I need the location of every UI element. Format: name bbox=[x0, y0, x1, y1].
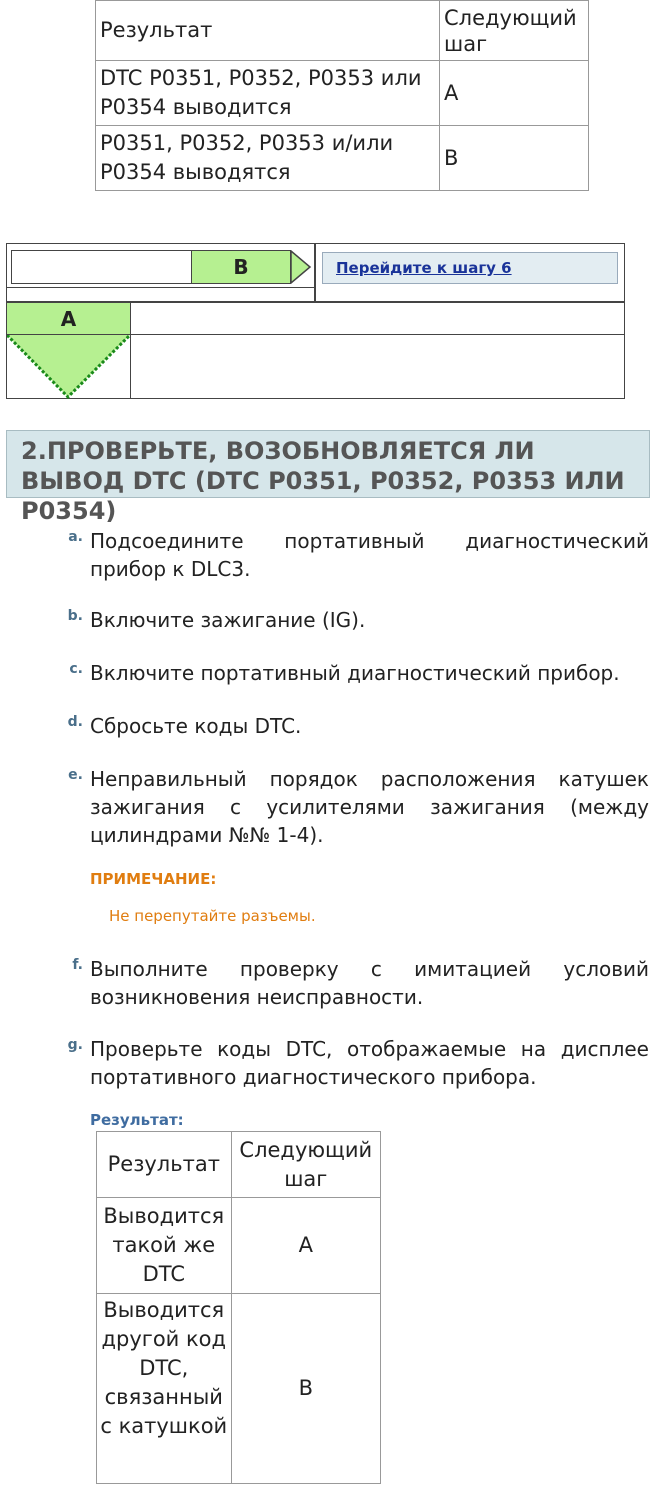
note-title: ПРИМЕЧАНИЕ: bbox=[90, 870, 217, 888]
note-text: Не перепутайте разъемы. bbox=[109, 907, 316, 925]
row-result: Выводится такой же DTC bbox=[97, 1198, 232, 1294]
flow-branch-a[interactable]: A bbox=[7, 303, 130, 335]
flow-branch-b[interactable]: B bbox=[191, 250, 291, 284]
list-item-label: d. bbox=[67, 714, 83, 730]
table-row bbox=[96, 126, 589, 191]
table-header-row bbox=[96, 1, 589, 61]
list-item-text: Подсоедините портативный диагностический прибор к DLC3. bbox=[90, 529, 649, 581]
flow-link-box bbox=[322, 252, 618, 284]
step-title: 2.ПРОВЕРЬТЕ, ВОЗОБНОВЛЯЕТСЯ ЛИ ВЫВОД DTC (DTC P0351, P0352, P0353 ИЛИ P0354) bbox=[6, 430, 650, 498]
list-item-label: f. bbox=[72, 957, 83, 973]
list-item-text: Включите портативный диагностический прибор. bbox=[90, 661, 620, 685]
header-next-step: Следующий шаг bbox=[231, 1132, 380, 1198]
goto-step-6-link[interactable]: Перейдите к шагу 6 bbox=[336, 259, 512, 277]
row-result: DTC P0351, P0352, P0353 или P0354 выводится bbox=[96, 61, 440, 126]
list-item-label: a. bbox=[68, 529, 83, 545]
flow-b-track bbox=[11, 250, 192, 284]
result-table-bottom bbox=[96, 1131, 381, 1484]
list-item-label: g. bbox=[67, 1037, 83, 1053]
result-label: Результат: bbox=[90, 1111, 184, 1129]
result-table-top bbox=[95, 0, 589, 191]
list-item-text: Выполните проверку с имитацией условий возникновения неисправности. bbox=[90, 957, 649, 1009]
row-next-step: B bbox=[440, 126, 589, 191]
row-result: Выводится другой код DTC, связанный с катушкой bbox=[97, 1294, 232, 1484]
list-item-text: Включите зажигание (IG). bbox=[90, 608, 366, 632]
row-next-step: B bbox=[231, 1294, 380, 1484]
list-item-label: c. bbox=[69, 661, 83, 677]
list-item-text: Проверьте коды DTC, отображаемые на дисплее портативного диагностического прибора. bbox=[90, 1037, 649, 1089]
list-item-label: b. bbox=[67, 608, 83, 624]
header-result: Результат bbox=[97, 1132, 232, 1198]
row-next-step: A bbox=[231, 1198, 380, 1294]
flow-b-bottom-strip bbox=[6, 288, 315, 302]
arrow-right-icon bbox=[290, 250, 312, 284]
list-item-text: Сбросьте коды DTC. bbox=[90, 714, 302, 738]
flow-a-divider bbox=[130, 302, 131, 399]
table-row bbox=[97, 1294, 381, 1484]
header-next-step: Следующий шаг bbox=[440, 1, 589, 61]
header-result: Результат bbox=[96, 1, 440, 61]
table-header-row bbox=[97, 1132, 381, 1198]
list-item-label: e. bbox=[68, 767, 83, 783]
list-item-text: Неправильный порядок расположения катушек зажигания с усилителями зажигания (между цилиндрами №№ 1-4). bbox=[90, 767, 649, 847]
table-row bbox=[96, 61, 589, 126]
flow-a-line bbox=[130, 334, 625, 335]
arrow-down-icon bbox=[7, 335, 130, 399]
table-row bbox=[97, 1198, 381, 1294]
row-result: P0351, P0352, P0353 и/или P0354 выводятся bbox=[96, 126, 440, 191]
row-next-step: A bbox=[440, 61, 589, 126]
